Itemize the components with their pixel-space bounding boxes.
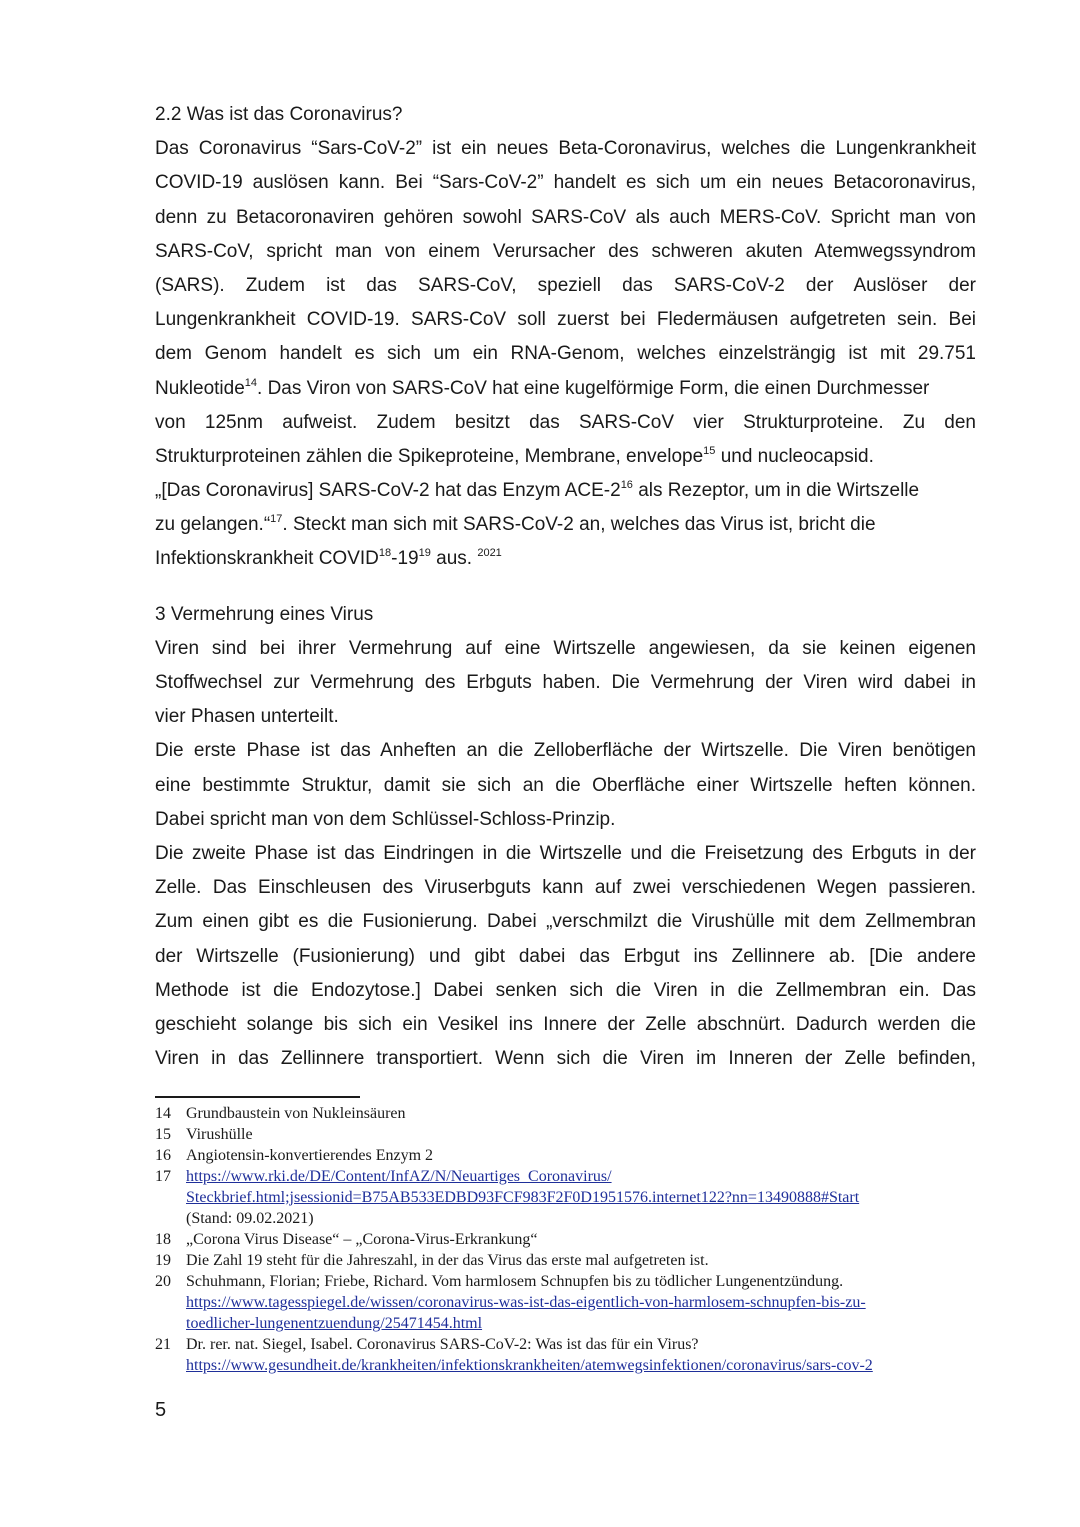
footnote-ref-20-21[interactable]: 2021 <box>477 547 502 560</box>
paragraph-line: Viren in das Zellinnere transportiert. Wenn sich die Viren im Inneren der Zelle befinden, <box>155 1048 976 1070</box>
footnote-number: 15 <box>155 1126 171 1143</box>
text-run: Infektionskrankheit COVID <box>155 548 379 570</box>
footnote-16 <box>155 1145 985 1166</box>
footnote-text: Virushülle <box>186 1126 253 1143</box>
paragraph-line: Methode ist die Endozytose.] Dabei senken sich die Viren in die Zellmembran ein. Das <box>155 979 976 1001</box>
footnote-link[interactable]: https://www.tagesspiegel.de/wissen/coronavirus-was-ist-das-eigentlich-von-harmlosem-schnupfen-bis-zu- <box>186 1294 866 1311</box>
paragraph-line: COVID-19 auslösen kann. Bei “Sars-CoV-2” handelt es sich um ein neues Betacoronavirus, <box>155 172 976 194</box>
paragraph-line: Zelle. Das Einschleusen des Viruserbguts kann auf zwei verschiedenen Wegen passieren. <box>155 877 976 899</box>
section-heading-3: 3 Vermehrung eines Virus <box>155 603 374 625</box>
paragraph-line: vier Phasen unterteilt. <box>155 706 339 728</box>
paragraph-line: (SARS). Zudem ist das SARS-CoV, speziell das SARS-CoV-2 der Auslöser der <box>155 274 976 296</box>
text-run: aus. <box>430 548 478 570</box>
footnote-text: (Stand: 09.02.2021) <box>186 1210 314 1227</box>
paragraph-line: Stoffwechsel zur Vermehrung des Erbguts haben. Die Vermehrung der Viren wird dabei in <box>155 672 976 693</box>
paragraph-line: Dabei spricht man von dem Schlüssel-Schloss-Prinzip. <box>155 808 616 830</box>
footnote-ref-17[interactable]: 17 <box>270 513 283 526</box>
text-run: zu gelangen.“ <box>155 514 271 536</box>
text-run: Nukleotide <box>155 377 245 399</box>
paragraph-line <box>155 474 976 508</box>
footnote-18 <box>155 1229 985 1250</box>
paragraph-line: Viren sind bei ihrer Vermehrung auf eine Wirtszelle angewiesen, da sie keinen eigenen <box>155 637 976 659</box>
footnote-link[interactable]: toedlicher-lungenentzuendung/25471454.html <box>186 1315 483 1332</box>
footnote-text: Dr. rer. nat. Siegel, Isabel. Coronavirus SARS-CoV-2: Was ist das für ein Virus? <box>186 1336 699 1353</box>
paragraph-line: Die zweite Phase ist das Eindringen in die Wirtszelle und die Freisetzung des Erbguts in der <box>155 842 976 864</box>
paragraph-line <box>155 508 976 542</box>
footnote-text: Grundbaustein von Nukleinsäuren <box>186 1105 406 1122</box>
paragraph-line <box>155 440 976 474</box>
paragraph-line: geschieht solange bis sich ein Vesikel ins Innere der Zelle abschnürt. Dadurch werden die <box>155 1013 976 1035</box>
text-run: -19 <box>391 548 419 570</box>
paragraph-line: von 125nm aufweist. Zudem besitzt das SARS-CoV vier Strukturproteine. Zu den <box>155 411 976 433</box>
footnote-ref-19[interactable]: 19 <box>418 547 431 560</box>
footnote-15 <box>155 1124 985 1145</box>
footnote-link[interactable]: https://www.gesundheit.de/krankheiten/infektionskrankheiten/atemwegsinfektionen/coronavirus/sars-cov-2 <box>186 1357 873 1374</box>
footnote-19 <box>155 1250 985 1271</box>
footnote-number: 20 <box>155 1273 171 1290</box>
paragraph-line: SARS-CoV, spricht man von einem Verursacher des schweren akuten Atemwegssyndrom <box>155 240 976 262</box>
footnote-text: Die Zahl 19 steht für die Jahreszahl, in der das Virus das erste mal aufgetreten ist. <box>186 1252 709 1269</box>
paragraph-line: Zum einen gibt es die Fusionierung. Dabei „verschmilzt die Virushülle mit dem Zellmembran <box>155 911 976 933</box>
text-run: . Steckt man sich mit SARS-CoV-2 an, welches das Virus ist, bricht die <box>282 514 876 536</box>
footnote-14 <box>155 1103 985 1124</box>
paragraph-line: dem Genom handelt es sich um ein RNA-Genom, welches einzelsträngig ist mit 29.751 <box>155 343 976 365</box>
paragraph-line <box>155 372 976 406</box>
footnote-ref-14[interactable]: 14 <box>244 376 258 389</box>
footnote-number: 17 <box>155 1168 171 1185</box>
paragraph-line: eine bestimmte Struktur, damit sie sich an die Oberfläche einer Wirtszelle heften können. <box>155 774 976 796</box>
footnote-number: 19 <box>155 1252 171 1269</box>
footnote-separator <box>155 1096 360 1098</box>
text-run: „[Das Coronavirus] SARS-CoV-2 hat das Enzym ACE-2 <box>155 480 621 502</box>
text-run: Strukturproteinen zählen die Spikeproteine, Membrane, envelope <box>155 445 704 467</box>
footnote-number: 16 <box>155 1147 171 1164</box>
footnote-ref-16[interactable]: 16 <box>620 479 633 492</box>
footnote-ref-15[interactable]: 15 <box>703 444 716 457</box>
paragraph-line: Das Coronavirus “Sars-CoV-2” ist ein neues Beta-Coronavirus, welches die Lungenkrankheit <box>155 138 976 160</box>
footnote-number: 14 <box>155 1105 171 1122</box>
footnote-21 <box>155 1334 985 1376</box>
footnote-17 <box>155 1166 985 1229</box>
text-run: als Rezeptor, um in die Wirtszelle <box>632 480 920 502</box>
page-number: 5 <box>155 1399 167 1421</box>
footnote-ref-18[interactable]: 18 <box>378 547 392 560</box>
footnote-link[interactable]: https://www.rki.de/DE/Content/InfAZ/N/Neuartiges_Coronavirus/ <box>186 1168 612 1185</box>
footnotes <box>155 1103 985 1376</box>
footnote-text: Schuhmann, Florian; Friebe, Richard. Vom harmlosem Schnupfen bis zu tödlicher Lungenentzündung. <box>186 1273 844 1290</box>
footnote-text: Angiotensin-konvertierendes Enzym 2 <box>186 1147 434 1164</box>
footnote-link[interactable]: Steckbrief.html;jsessionid=B75AB533EDBD93FCF983F2F0D1951576.internet122?nn=13490888#Start <box>186 1189 860 1206</box>
text-run: . Das Viron von SARS-CoV hat eine kugelförmige Form, die einen Durchmesser <box>257 377 930 399</box>
footnote-number: 21 <box>155 1336 171 1353</box>
footnote-20 <box>155 1271 985 1334</box>
text-run: und nucleocapsid. <box>715 445 874 467</box>
paragraph-line: der Wirtszelle (Fusionierung) und gibt dabei das Erbgut ins Zellinnere ab. [Die andere <box>155 945 976 967</box>
paragraph-line: Die erste Phase ist das Anheften an die Zelloberfläche der Wirtszelle. Die Viren benötigen <box>155 740 976 762</box>
section-heading-2-2: 2.2 Was ist das Coronavirus? <box>155 104 403 125</box>
paragraph-gap <box>155 577 976 598</box>
paragraph-line: Lungenkrankheit COVID-19. SARS-CoV soll zuerst bei Fledermäusen aufgetreten sein. Bei <box>155 309 976 331</box>
footnote-number: 18 <box>155 1231 171 1248</box>
paragraph-line: denn zu Betacoronaviren gehören sowohl SARS-CoV als auch MERS-CoV. Spricht man von <box>155 206 976 228</box>
footnote-text: „Corona Virus Disease“ – „Corona-Virus-Erkrankung“ <box>186 1231 538 1248</box>
paragraph-line <box>155 542 976 576</box>
body-text <box>155 98 976 1076</box>
